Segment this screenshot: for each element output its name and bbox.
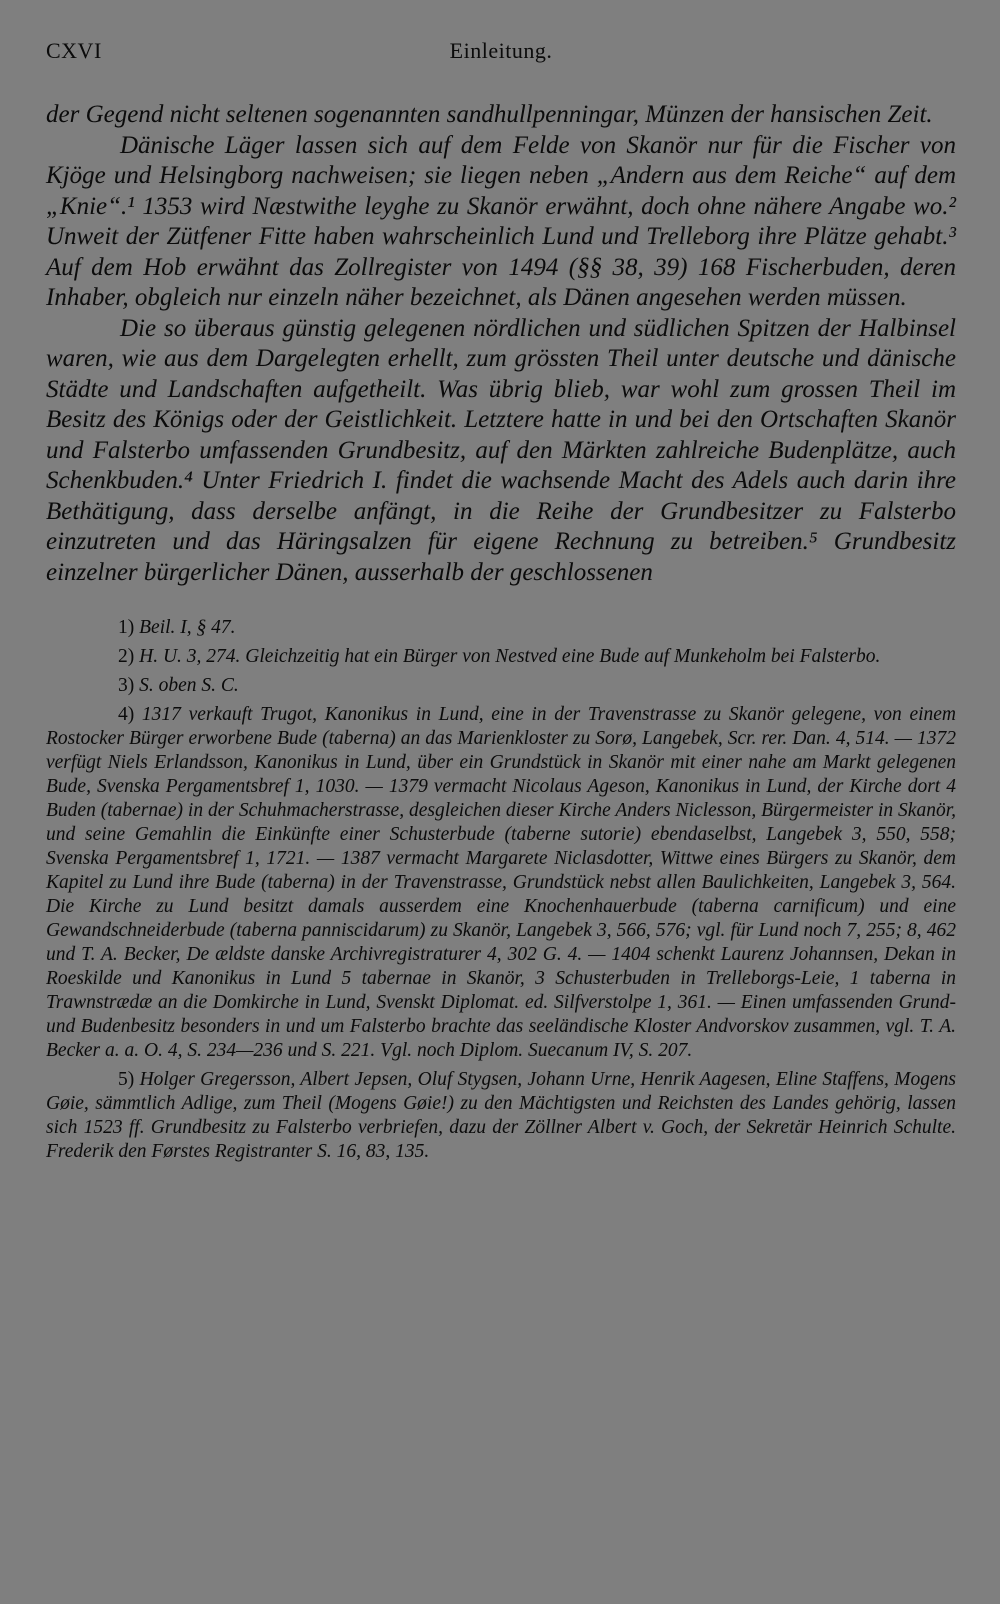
footnote-text: H. U. 3, 274. Gleichzeitig hat ein Bürger von Nestved eine Bude auf Munkeholm bei Falsterbo.	[139, 646, 881, 667]
footnotes	[46, 616, 956, 1164]
footnote	[46, 674, 956, 698]
footnote-number: 5)	[118, 1069, 135, 1090]
page-number: CXVI	[46, 38, 102, 63]
footnote-text: Holger Gregersson, Albert Jepsen, Oluf Stygsen, Johann Urne, Henrik Aagesen, Eline Staffens, Mogens Gøie, sämmtlich Adlige, zum Theil (Mogens Gøie!) zu den Mächtigsten und Reichsten des Landes gehörig, lassen sich 1523 ff. Grundbesitz zu Falsterbo verbriefen, dazu der Zöllner Albert v. Goch, der Sekretär Heinrich Schulte. Frederik den Førstes Registranter S. 16, 83, 135.	[46, 1069, 957, 1162]
footnote-number: 4)	[118, 704, 135, 725]
footnote	[46, 616, 956, 640]
paragraph: Die so überaus günstig gelegenen nördlichen und südlichen Spitzen der Halbinsel waren, wie aus dem Dargelegten erhellt, zum grössten Theil unter deutsche und dänische Städte und Landschaften aufgetheilt. Was übrig blieb, war wohl zum grossen Theil im Besitz des Königs oder der Geistlichkeit. Letztere hatte in und bei den Ortschaften Skanör und Falsterbo umfassenden Grundbesitz, auf den Märkten zahlreiche Budenplätze, auch Schenkbuden.⁴ Unter Friedrich I. findet die wachsende Macht des Adels auch darin ihre Bethätigung, dass derselbe anfängt, in die Reihe der Grundbesitzer zu Falsterbo einzutreten und das Häringsalzen für eigene Rechnung zu betreiben.⁵ Grundbesitz einzelner bürgerlicher Dänen, ausserhalb der geschlossenen	[46, 314, 956, 586]
footnote-text: Beil. I, § 47.	[139, 617, 236, 638]
main-text	[46, 100, 956, 588]
footnote-text: S. oben S. C.	[139, 675, 239, 696]
paragraph: Dänische Läger lassen sich auf dem Felde von Skanör nur für die Fischer von Kjöge und Helsingborg nachweisen; sie liegen neben „Andern aus dem Reiche“ auf dem „Knie“.¹ 1353 wird Næstwithe leyghe zu Skanör erwähnt, doch ohne nähere Angabe wo.² Unweit der Zütfener Fitte haben wahrscheinlich Lund und Trelleborg ihre Plätze gehabt.³ Auf dem Hob erwähnt das Zollregister von 1494 (§§ 38, 39) 168 Fischerbuden, deren Inhaber, obgleich nur einzeln näher bezeichnet, als Dänen angesehen werden müssen.	[46, 131, 956, 311]
footnote	[46, 645, 956, 669]
paragraph: der Gegend nicht seltenen sogenannten sandhullpenningar, Münzen der hansischen Zeit.	[46, 101, 933, 128]
footnote-number: 3)	[118, 675, 135, 696]
footnote	[46, 703, 956, 1063]
footnote-number: 2)	[118, 646, 135, 667]
book-page	[46, 38, 956, 1169]
footnote-number: 1)	[118, 617, 135, 638]
footnote	[46, 1068, 956, 1164]
footnote-text: 1317 verkauft Trugot, Kanonikus in Lund, eine in der Travenstrasse zu Skanör gelegene, von einem Rostocker Bürger erworbene Bude (taberna) an das Marienkloster zu Sorø, Langebek, Scr. rer. Dan. 4, 514. — 1372 verfügt Niels Erlandsson, Kanonikus in Lund, über ein Grundstück in Skanör mit einer nahe am Markt gelegenen Bude, Svenska Pergamentsbref 1, 1030. — 1379 vermacht Nicolaus Ageson, Kanonikus in Lund, der Kirche dort 4 Buden (tabernae) in der Schuhmacherstrasse, desgleichen dieser Kirche Anders Niclesson, Bürgermeister in Skanör, und seine Gemahlin die Einkünfte einer Schusterbude (taberne sutorie) ebendaselbst, Langebek 3, 550, 558; Svenska Pergamentsbref 1, 1721. — 1387 vermacht Margarete Niclasdotter, Wittwe eines Bürgers zu Skanör, dem Kapitel zu Lund ihre Bude (taberna) in der Travenstrasse, Grundstück nebst allen Baulichkeiten, Langebek 3, 564. Die Kirche zu Lund besitzt damals ausserdem eine Knochenhauerbude (taberna carnificum) und eine Gewandschneiderbude (taberna panniscidarum) zu Skanör, Langebek 3, 566, 576; vgl. für Lund noch 7, 255; 8, 462 und T. A. Becker, De ældste danske Archivregistraturer 4, 302 G. 4. — 1404 schenkt Laurenz Johannsen, Dekan in Roeskilde und Kanonikus in Lund 5 tabernae in Skanör, 3 Schusterbuden in Trelleborgs-Leie, 1 taberna in Trawnstrædæ an die Domkirche in Lund, Svenskt Diplomat. ed. Silfverstolpe 1, 361. — Einen umfassenden Grund- und Budenbesitz besonders in und um Falsterbo brachte das seeländische Kloster Andvorskov zusammen, vgl. T. A. Becker a. a. O. 4, S. 234—236 und S. 221. Vgl. noch Diplom. Suecanum IV, S. 207.	[46, 704, 957, 1061]
running-title: Einleitung.	[449, 38, 553, 63]
page-header	[46, 38, 956, 68]
